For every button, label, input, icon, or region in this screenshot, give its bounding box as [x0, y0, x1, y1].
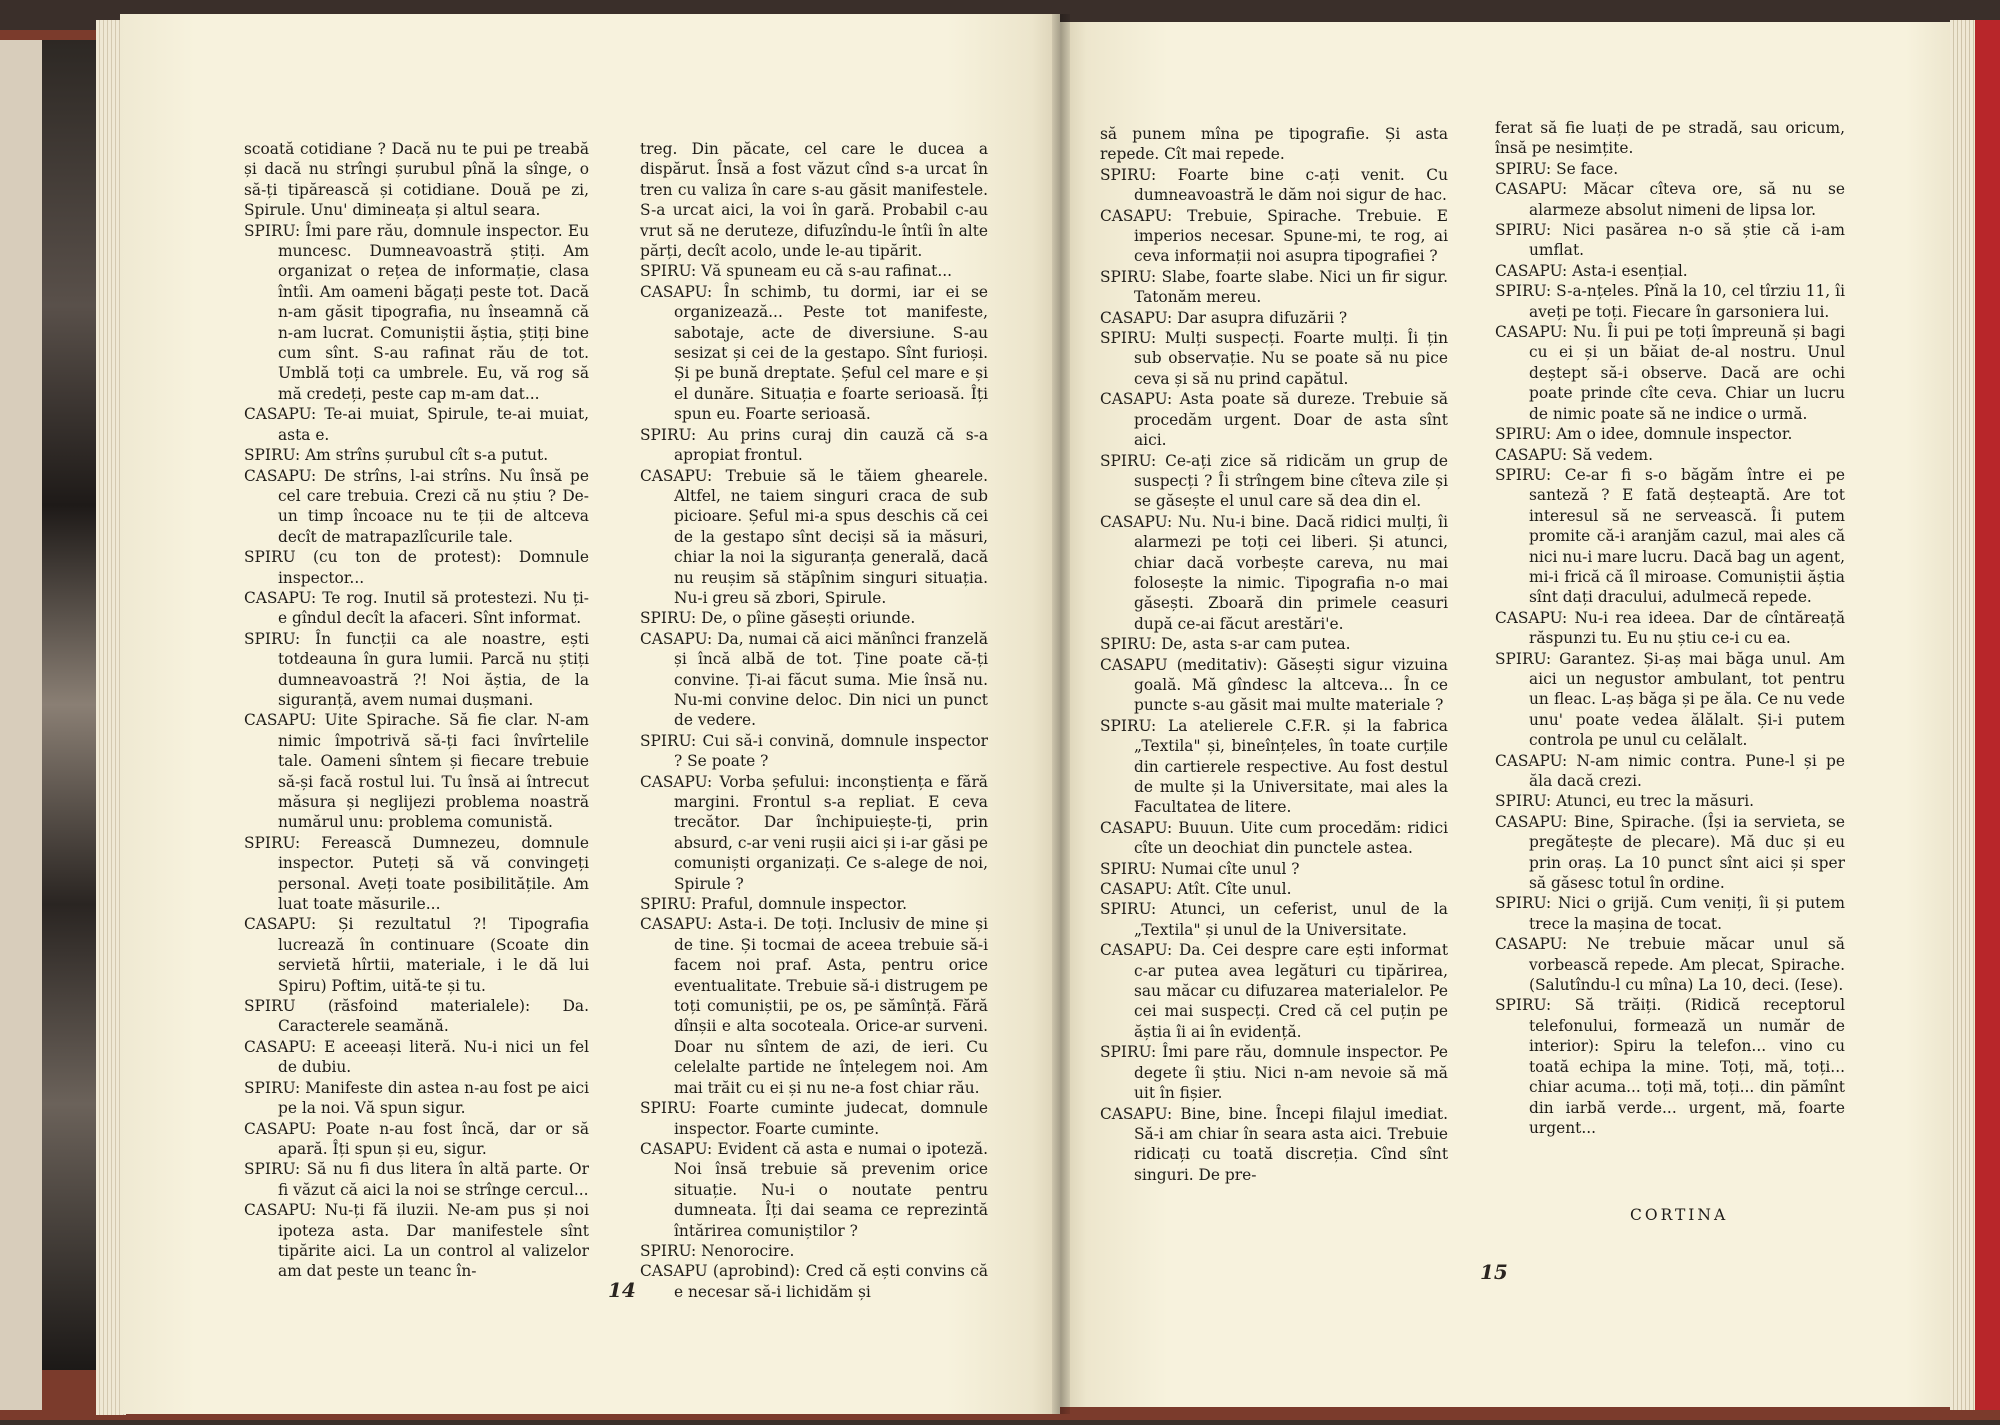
dialogue-paragraph: SPIRU: Garantez. Și-aș mai băga unul. Am aici un negustor ambulant, tot pentru un fleac. L-aș băga și pe ăla. Ce nu vede unu' poate vedea ălălalt. Și-i putem controla pe unul cu celălalt.: [1495, 649, 1845, 750]
dialogue-paragraph: CASAPU: De strîns, l-ai strîns. Nu însă pe cel care trebuia. Crezi că nu știu ? De-un timp încoace nu te ții de altceva decît de matrapazlîcurile tale.: [244, 466, 589, 546]
dialogue-paragraph: CASAPU: Măcar cîteva ore, să nu se alarmeze absolut nimeni de lipsa lor.: [1495, 180, 1845, 219]
dialogue-paragraph: SPIRU (cu ton de protest): Domnule inspector...: [244, 548, 589, 587]
dialogue-paragraph: SPIRU: Să nu fi dus litera în altă parte. Or fi văzut că aici la noi se strînge cercul...: [244, 1160, 589, 1199]
dialogue-paragraph: SPIRU: Să trăiți. (Ridică receptorul telefonului, formează un număr de interior): Spiru la telefon... vino cu toată echipa la mine. Toți, mă, toți... chiar acuma... toți mă, toți... din pămînt din iarbă verde... urgent, mă, foarte urgent...: [1495, 996, 1845, 1137]
dialogue-paragraph: CASAPU (meditativ): Găsești sigur vizuina goală. Mă gîndesc la altceva... În ce puncte s-au găsit mai multe materiale ?: [1100, 655, 1448, 715]
dialogue-paragraph: CASAPU: Te-ai muiat, Spirule, te-ai muiat, asta e.: [244, 405, 589, 444]
curtain-heading: CORTINA: [1630, 1206, 1729, 1224]
dialogue-paragraph: CASAPU: Ne trebuie măcar unul să vorbească repede. Am plecat, Spirache. (Salutîndu-l cu mîna) La 10, deci. (Iese).: [1495, 935, 1845, 995]
dialogue-paragraph: CASAPU: Da. Cei despre care ești informat c-ar putea avea legături cu tipărirea, sau măcar cu difuzarea materialelor. Pe cei mai suspecți. Cred că cel puțin pe ăștia îi ai în evidență.: [1100, 941, 1448, 1041]
dialogue-paragraph: SPIRU: Praful, domnule inspector.: [640, 895, 908, 914]
dialogue-paragraph: CASAPU: Să vedem.: [1495, 445, 1653, 464]
dialogue-paragraph: SPIRU (răsfoind materialele): Da. Caracterele seamănă.: [244, 997, 589, 1036]
dialogue-paragraph: CASAPU: Asta poate să dureze. Trebuie să procedăm urgent. Doar de asta sînt aici.: [1100, 390, 1448, 450]
dialogue-paragraph: SPIRU: În funcții ca ale noastre, ești totdeauna în gura lumii. Parcă nu știți dumneavoastră ?! Noi ăștia, de la siguranță, avem numai dușmani.: [244, 629, 589, 709]
red-ribbon-edge: [1975, 20, 2000, 1410]
dialogue-paragraph: CASAPU: Te rog. Inutil să protestezi. Nu ți-e gîndul decît la afaceri. Sînt informat.: [244, 588, 589, 628]
dialogue-paragraph: SPIRU: Îmi pare rău, domnule inspector. Pe degete îi știu. Nici n-am nevoie să mă uit în fișier.: [1100, 1043, 1448, 1103]
dialogue-paragraph: SPIRU: La atelierele C.F.R. și la fabrica „Textila" și, bineînțeles, în toate curțile din cartierele respective. Au fost destul de multe și la Universitate, mai ales la Facultatea de litere.: [1100, 716, 1448, 817]
right-page-column-1: [1100, 124, 1448, 1185]
dialogue-paragraph: SPIRU: Nici pasărea n-o să știe că i-am umflat.: [1495, 221, 1845, 260]
cover-edge: [0, 40, 42, 1410]
dialogue-paragraph: SPIRU: Cui să-i convină, domnule inspector ? Se poate ?: [640, 731, 988, 771]
dialogue-paragraph: SPIRU: Slabe, foarte slabe. Nici un fir sigur. Tatonăm mereu.: [1100, 267, 1448, 307]
page-number-right: 15: [1480, 1260, 1508, 1284]
dialogue-paragraph: CASAPU: Da, numai că aici mănînci franzelă și încă albă de tot. Ține poate că-ți convine. Ți-ai făcut suma. Mie însă nu. Nu-mi convine deloc. Din nici un punct de vedere.: [640, 629, 988, 730]
dialogue-paragraph: SPIRU: S-a-nțeles. Pînă la 10, cel tîrziu 11, îi aveți pe toți. Fiecare în garsoniera lui.: [1495, 282, 1845, 321]
dialogue-paragraph: CASAPU: Dar asupra difuzării ?: [1100, 308, 1348, 327]
left-page-column-1: [244, 139, 589, 1282]
dialogue-paragraph: SPIRU: Mulți suspecți. Foarte mulți. Îi țin sub observație. Nu se poate să nu pice ceva și să nu prind capătul.: [1100, 329, 1448, 388]
dialogue-paragraph: SPIRU: Îmi pare rău, domnule inspector. Eu muncesc. Dumneavoastră știți. Am organizat o rețea de informație, clasa întîi. Am oameni băgați peste tot. Dacă n-am găsit tipografia, nu înseamnă că n-am lucrat. Comuniștii ăștia, știți bine cum sînt. S-au rafinat rău de tot. Umblă toți ca umbrele. Eu, vă rog să mă credeți, peste cap m-am dat...: [244, 221, 589, 403]
right-page-stack: [1950, 20, 1975, 1410]
dialogue-paragraph: SPIRU: Se face.: [1495, 159, 1619, 178]
dialogue-paragraph: CASAPU: Atît. Cîte unul.: [1100, 880, 1292, 899]
dialogue-paragraph: să punem mîna pe tipografie. Și asta repede. Cît mai repede.: [1100, 125, 1448, 164]
dialogue-paragraph: CASAPU: Vorba șefului: inconștiența e fără margini. Frontul s-a repliat. E ceva trecător. Dar închipuiește-ți, prin absurd, c-ar veni rușii aici și i-ar găsi pe comuniști organizați. Ce s-alege de noi, Spirule ?: [640, 772, 989, 893]
dialogue-paragraph: SPIRU: Nenorocire.: [640, 1241, 795, 1260]
dialogue-paragraph: SPIRU: Foarte bine c-ați venit. Cu dumneavoastră le dăm noi sigur de hac.: [1100, 165, 1448, 205]
dialogue-paragraph: CASAPU: Poate n-au fost încă, dar or să apară. Îți spun și eu, sigur.: [244, 1119, 589, 1158]
dialogue-paragraph: SPIRU: Foarte cuminte judecat, domnule inspector. Foarte cuminte.: [640, 1099, 988, 1138]
dialogue-paragraph: SPIRU: De, o pîine găsești oriunde.: [640, 609, 916, 628]
dialogue-paragraph: SPIRU: Manifeste din astea n-au fost pe aici pe la noi. Vă spun sigur.: [244, 1078, 589, 1118]
dialogue-paragraph: CASAPU: Buuun. Uite cum procedăm: ridici cîte un deochiat din punctele astea.: [1100, 818, 1448, 858]
dialogue-paragraph: SPIRU: Numai cîte unul ?: [1100, 859, 1300, 878]
dialogue-paragraph: CASAPU: Nu-i rea ideea. Dar de cîntăreață răspunzi tu. Eu nu știu ce-i cu ea.: [1495, 608, 1845, 648]
dialogue-paragraph: SPIRU: Atunci, un ceferist, unul de la „Textila" și unul de la Universitate.: [1100, 900, 1448, 939]
left-page-column-2: [640, 139, 988, 1302]
dialogue-paragraph: CASAPU: Bine, bine. Începi filajul imediat. Să-i am chiar în seara asta aici. Trebuie ridicați cu toată discreția. Cînd sînt singuri. De pre-: [1100, 1104, 1448, 1184]
book-gutter: [1052, 14, 1070, 1414]
dialogue-paragraph: CASAPU: Nu. Îi pui pe toți împreună și bagi cu ei și un băiat de-al nostru. Unul deștept să-i observe. Dacă are ochi poate prinde cîte ceva. Chiar un lucru de nimic poate să ne indice o urmă.: [1495, 323, 1845, 423]
dialogue-paragraph: SPIRU: Am strîns șurubul cît s-a putut.: [244, 446, 549, 465]
dialogue-paragraph: CASAPU: Trebuie, Spirache. Trebuie. E imperios necesar. Spune-mi, te rog, ai ceva informații noi asupra tipografiei ?: [1100, 206, 1448, 266]
dialogue-paragraph: CASAPU: Evident că asta e numai o ipoteză. Noi însă trebuie să prevenim orice situație. Nu-i o noutate pentru dumneata. Îți dai seama ce reprezintă întărirea comuniștilor ?: [640, 1139, 988, 1240]
dialogue-paragraph: CASAPU: Nu-ți fă iluzii. Ne-am pus și noi ipoteza asta. Dar manifestele sînt tipărite aici. La un control al valizelor am dat peste un teanc în-: [244, 1201, 589, 1281]
dialogue-paragraph: SPIRU: Ce-ar fi s-o băgăm între ei pe santeză ? E fată deșteaptă. Are tot interesul să ne servească. Îi putem promite că-i aranjăm cazul, mai ales că nici nu-i mare lucru. Dacă bag un agent, mi-i frică că îl miroase. Comuniștii ăștia sînt dați dracului, adulmecă repede.: [1495, 465, 1845, 607]
dialogue-paragraph: CASAPU: Și rezultatul ?! Tipografia lucrează în continuare (Scoate din servietă hîrtii, materiale, i le dă lui Spiru) Poftim, uită-te și tu.: [244, 915, 589, 995]
underlying-photo-strip: [42, 40, 100, 1370]
dialogue-paragraph: CASAPU: Asta-i. De toți. Inclusiv de mine și de tine. Și tocmai de aceea trebuie să-i facem noi praf. Asta, pentru orice eventualitate. Trebuie să-i distrugem pe toți comuniștii, pe os, pe sămînță. Fără dînșii e alta socoteala. Orice-ar surveni. Doar nu sîntem de azi, de ieri. Cu celelalte partide ne înțelegem noi. Am mai trăit cu ei și nu ne-a fost chiar rău.: [640, 915, 988, 1097]
dialogue-paragraph: CASAPU: Asta-i esențial.: [1495, 261, 1688, 280]
dialogue-paragraph: CASAPU: Uite Spirache. Să fie clar. N-am nimic împotrivă să-ți faci învîrtelile tale. Oameni sîntem și fiecare trebuie să-și facă rostul lui. Tu însă ai întrecut măsura și neglijezi problema noastră numărul unu: problema comunistă.: [244, 711, 589, 832]
page-number-left: 14: [608, 1278, 636, 1302]
dialogue-paragraph: CASAPU: Nu. Nu-i bine. Dacă ridici mulți, îi alarmezi pe toți cei liberi. Și atunci, chiar dacă vorbește careva, nu mai folosește la nimic. Tipografia n-o mai găsești. Zboară din primele ceasuri după ce-ai făcut arestări'e.: [1100, 512, 1448, 633]
dialogue-paragraph: SPIRU: Atunci, eu trec la măsuri.: [1495, 792, 1755, 811]
dialogue-paragraph: SPIRU: Au prins curaj din cauză că s-a apropiat frontul.: [640, 425, 988, 465]
right-page-column-2: [1495, 118, 1845, 1138]
dialogue-paragraph: SPIRU: De, asta s-ar cam putea.: [1100, 635, 1351, 654]
dialogue-paragraph: CASAPU: În schimb, tu dormi, iar ei se organizează... Peste tot manifeste, sabotaje, acte de diversiune. S-au sesizat și cei de la gestapo. Sînt furioși. Și pe bună dreptate. Șeful cel mare e și el dunăre. Situația e foarte serioasă. Îți spun eu. Foarte serioasă.: [640, 282, 988, 424]
dialogue-paragraph: SPIRU: Nici o grijă. Cum veniți, îi și putem trece la mașina de tocat.: [1495, 894, 1845, 933]
dialogue-paragraph: CASAPU: Trebuie să le tăiem ghearele. Altfel, ne taiem singuri craca de sub picioare. Șeful mi-a spus deschis că cei de la gestapo sînt deciși să ia măsuri, chiar la noi la siguranța generală, dacă nu reușim să stăpînim singuri situația. Nu-i greu să zbori, Spirule.: [640, 466, 988, 607]
dialogue-paragraph: SPIRU: Ferească Dumnezeu, domnule inspector. Puteți să vă convingeți personal. Aveți toate posibilitățile. Am luat toate măsurile...: [244, 833, 589, 914]
dialogue-paragraph: SPIRU: Am o idee, domnule inspector.: [1495, 425, 1793, 444]
dialogue-paragraph: CASAPU: N-am nimic contra. Pune-l și pe ăla dacă crezi.: [1495, 751, 1845, 790]
dialogue-paragraph: SPIRU: Ce-ați zice să ridicăm un grup de suspecți ? Îi strîngem bine cîteva zile și se găsește el unul care să dea din el.: [1100, 451, 1448, 511]
dialogue-paragraph: CASAPU (aprobind): Cred că ești convins că e necesar să-i lichidăm și: [640, 1262, 988, 1301]
dialogue-paragraph: scoată cotidiane ? Dacă nu te pui pe treabă și dacă nu strîngi șurubul pînă la sînge, o să-ți tipărească și cotidiane. Două pe zi, Spirule. Unu' dimineața și altul seara.: [244, 140, 589, 220]
dialogue-paragraph: SPIRU: Vă spuneam eu că s-au rafinat...: [640, 262, 953, 281]
dialogue-paragraph: treg. Din păcate, cel care le ducea a dispărut. Însă a fost văzut cînd s-a urcat în tren cu valiza în care s-au găsit manifestele. S-a urcat aici, la voi în gară. Probabil c-au vrut să ne deruteze, difuzîndu-le întîi în alte părți, decît acolo, unde le-au tipărit.: [640, 140, 988, 261]
dialogue-paragraph: ferat să fie luați de pe stradă, sau oricum, însă pe nesimțite.: [1495, 119, 1845, 158]
dialogue-paragraph: CASAPU: Bine, Spirache. (Își ia servieta, se pregătește de plecare). Mă duc și eu prin oraș. La 10 punct sînt aici și sper să găsesc totul în ordine.: [1495, 812, 1845, 893]
dialogue-paragraph: CASAPU: E aceeași literă. Nu-i nici un fel de dubiu.: [244, 1037, 589, 1077]
